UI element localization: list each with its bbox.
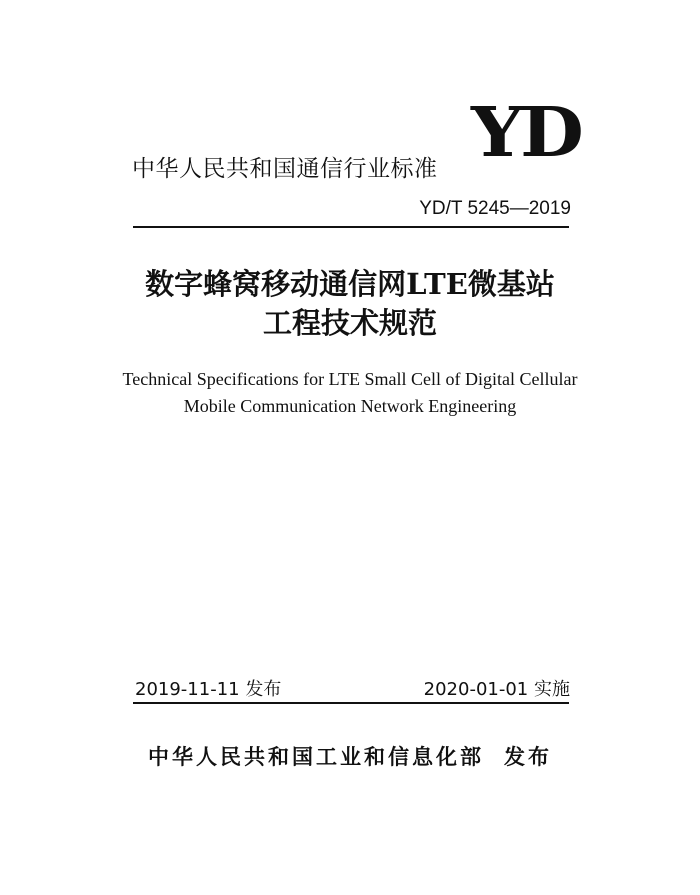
issue-date: 2019-11-11 发布 bbox=[135, 679, 282, 700]
title-chinese-line-2: 工程技术规范 bbox=[262, 306, 437, 340]
implementation-date: 2020-01-01 实施 bbox=[423, 679, 570, 700]
top-divider bbox=[133, 226, 569, 228]
publisher-name: 中华人民共和国工业和信息化部 bbox=[148, 745, 484, 769]
title-english-line-1: Technical Specifications for LTE Small Cell of Digital Cellular bbox=[122, 369, 578, 389]
yd-logo: YD bbox=[471, 93, 581, 173]
title-english-line-2: Mobile Communication Network Engineering bbox=[183, 396, 517, 416]
publisher-action: 发布 bbox=[504, 745, 552, 769]
standard-number: YD/T 5245—2019 bbox=[419, 198, 571, 219]
standard-classification: 中华人民共和国通信行业标准 bbox=[132, 156, 438, 182]
publisher-line bbox=[0, 741, 700, 771]
title-chinese-line-1: 数字蜂窝移动通信网LTE微基站 bbox=[145, 267, 555, 301]
bottom-divider bbox=[133, 702, 569, 704]
